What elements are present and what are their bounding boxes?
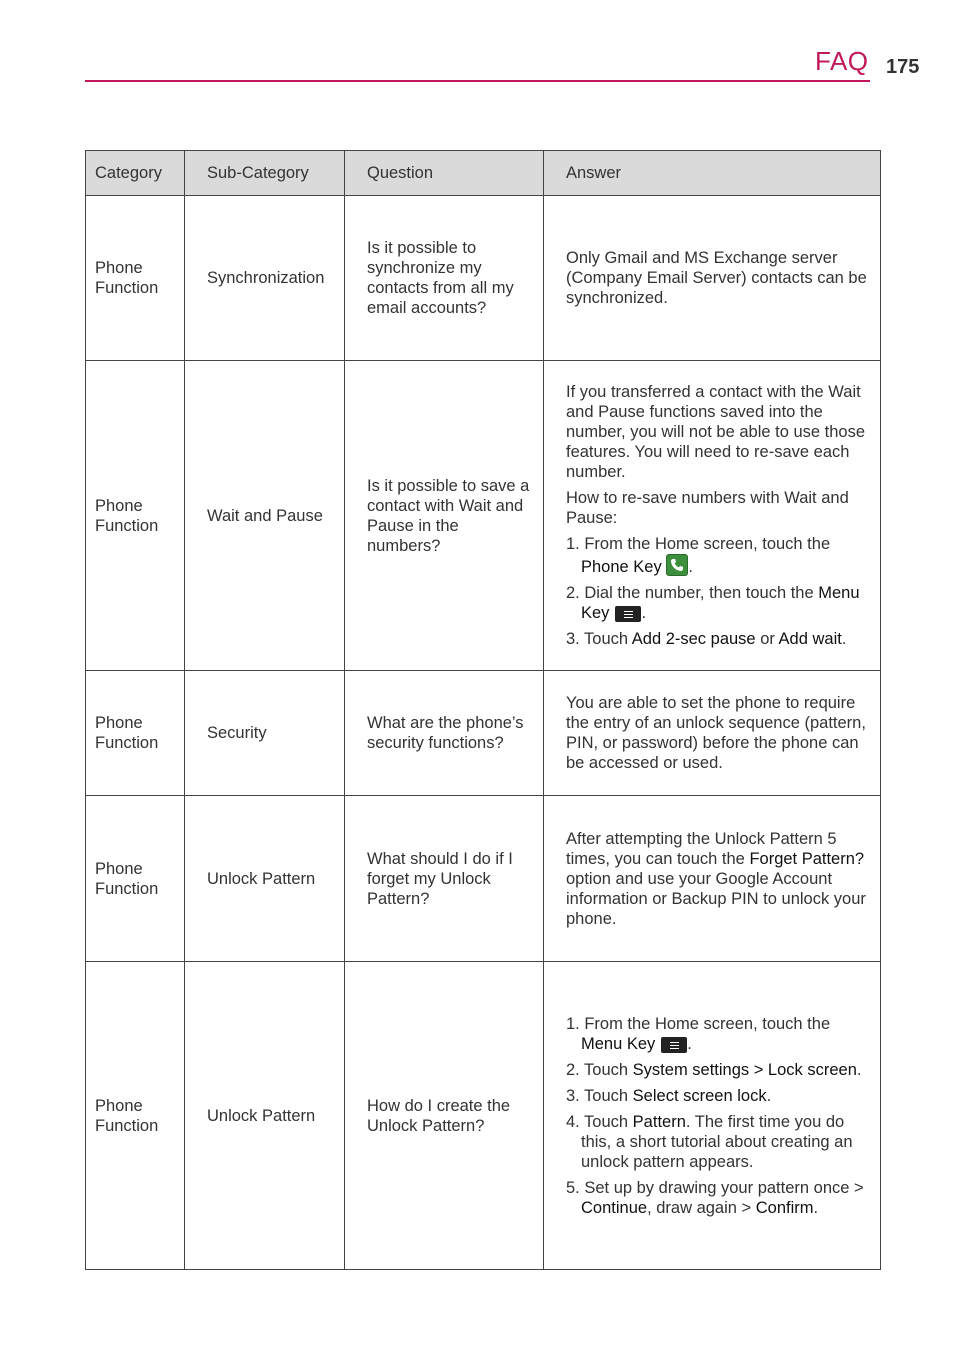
table-row: [86, 796, 881, 962]
menu-key-label: Menu Key: [581, 1034, 656, 1053]
step-item: [566, 1060, 872, 1080]
header-answer: Answer: [544, 151, 881, 196]
faq-table: [85, 150, 881, 1270]
step-item: [566, 583, 872, 623]
subcategory-cell: Unlock Pattern: [185, 796, 345, 962]
step-text-end: .: [856, 1060, 862, 1079]
answer-cell: You are able to set the phone to require the entry of an unlock sequence (pattern, PIN, or password) before the phone can be accessed or used.: [544, 671, 881, 796]
table-row: [86, 196, 881, 361]
menu-key-label: Menu Key: [581, 584, 860, 622]
question-cell: How do I create the Unlock Pattern?: [345, 962, 544, 1270]
answer-howto: How to re-save numbers with Wait and Pause:: [566, 489, 849, 527]
header-subcategory: Sub-Category: [185, 151, 345, 196]
category-cell: Phone Function: [86, 962, 185, 1270]
step-text: 4. Touch: [566, 1112, 633, 1131]
step-text: 2. Dial the number, then touch the: [566, 584, 819, 602]
question-cell: What are the phone’s security functions?: [345, 671, 544, 796]
answer-text: After attempting the Unlock Pattern 5 times, you can touch the: [566, 829, 837, 868]
answer-intro: If you transferred a contact with the Wait and Pause functions saved into the number, you will not be able to use those features. You will need to re-save each number.: [566, 383, 866, 481]
forget-pattern-label: Forget Pattern?: [749, 849, 865, 868]
continue-label: Continue: [581, 1198, 648, 1217]
category-cell: Phone Function: [86, 796, 185, 962]
table-row: [86, 962, 881, 1270]
step-text: 3. Touch: [566, 1086, 633, 1105]
step-text-mid: , draw again >: [647, 1198, 756, 1217]
table-row: [86, 671, 881, 796]
category-cell: Phone Function: [86, 671, 185, 796]
answer-cell: [544, 361, 881, 671]
step-item: [566, 1014, 872, 1054]
steps-list: [566, 1014, 872, 1218]
pattern-label: Pattern: [632, 1112, 686, 1131]
section-title: FAQ: [815, 46, 869, 76]
table-header-row: [86, 151, 881, 196]
confirm-label: Confirm: [755, 1198, 814, 1217]
step-item: [566, 534, 872, 577]
step-text-end: .: [687, 1034, 692, 1053]
step-text-end: .: [641, 604, 647, 622]
answer-text-end: option and use your Google Account information or Backup PIN to unlock your phone.: [566, 869, 866, 928]
header-rule: [85, 80, 870, 82]
phone-icon: [666, 554, 688, 576]
menu-icon: [661, 1037, 687, 1053]
question-cell: What should I do if I forget my Unlock Pattern?: [345, 796, 544, 962]
header-category: Category: [86, 151, 185, 196]
phone-key-label: Phone Key: [581, 558, 662, 576]
subcategory-cell: Synchronization: [185, 196, 345, 361]
table-row: [86, 361, 881, 671]
step-text-end: .: [813, 1198, 819, 1217]
add-2-sec-pause-label: Add 2-sec pause: [631, 630, 756, 648]
step-text: 1. From the Home screen, touch the: [566, 1014, 831, 1033]
add-wait-label: Add wait: [778, 630, 842, 648]
step-text: 5. Set up by drawing your pattern once >: [566, 1178, 864, 1197]
question-cell: Is it possible to save a contact with Wait and Pause in the numbers?: [345, 361, 544, 671]
subcategory-cell: Wait and Pause: [185, 361, 345, 671]
step-item: [566, 1086, 872, 1106]
header-question: Question: [345, 151, 544, 196]
question-cell: Is it possible to synchronize my contacts from all my email accounts?: [345, 196, 544, 361]
step-text-end: .: [766, 1086, 772, 1105]
step-text: 2. Touch: [566, 1060, 633, 1079]
step-text: 3. Touch: [566, 630, 632, 648]
step-text-end: .: [688, 558, 693, 576]
steps-list: [566, 534, 872, 649]
subcategory-cell: Unlock Pattern: [185, 962, 345, 1270]
step-text-end: . The first time you do this, a short tutorial about creating an unlock pattern appears.: [581, 1112, 853, 1171]
step-item: [566, 629, 872, 649]
answer-cell: [544, 962, 881, 1270]
answer-cell: [544, 796, 881, 962]
page-number: 175: [886, 56, 920, 78]
answer-cell: Only Gmail and MS Exchange server (Company Email Server) contacts can be synchronized.: [544, 196, 881, 361]
step-text-end: .: [841, 630, 847, 648]
category-cell: Phone Function: [86, 196, 185, 361]
subcategory-cell: Security: [185, 671, 345, 796]
step-item: [566, 1112, 872, 1172]
system-settings-lock-screen-label: System settings > Lock screen: [632, 1060, 857, 1079]
step-text: 1. From the Home screen, touch the: [566, 535, 831, 553]
step-text-mid: or: [755, 630, 779, 648]
menu-icon: [615, 606, 641, 622]
step-item: [566, 1178, 872, 1218]
select-screen-lock-label: Select screen lock: [632, 1086, 767, 1105]
category-cell: Phone Function: [86, 361, 185, 671]
